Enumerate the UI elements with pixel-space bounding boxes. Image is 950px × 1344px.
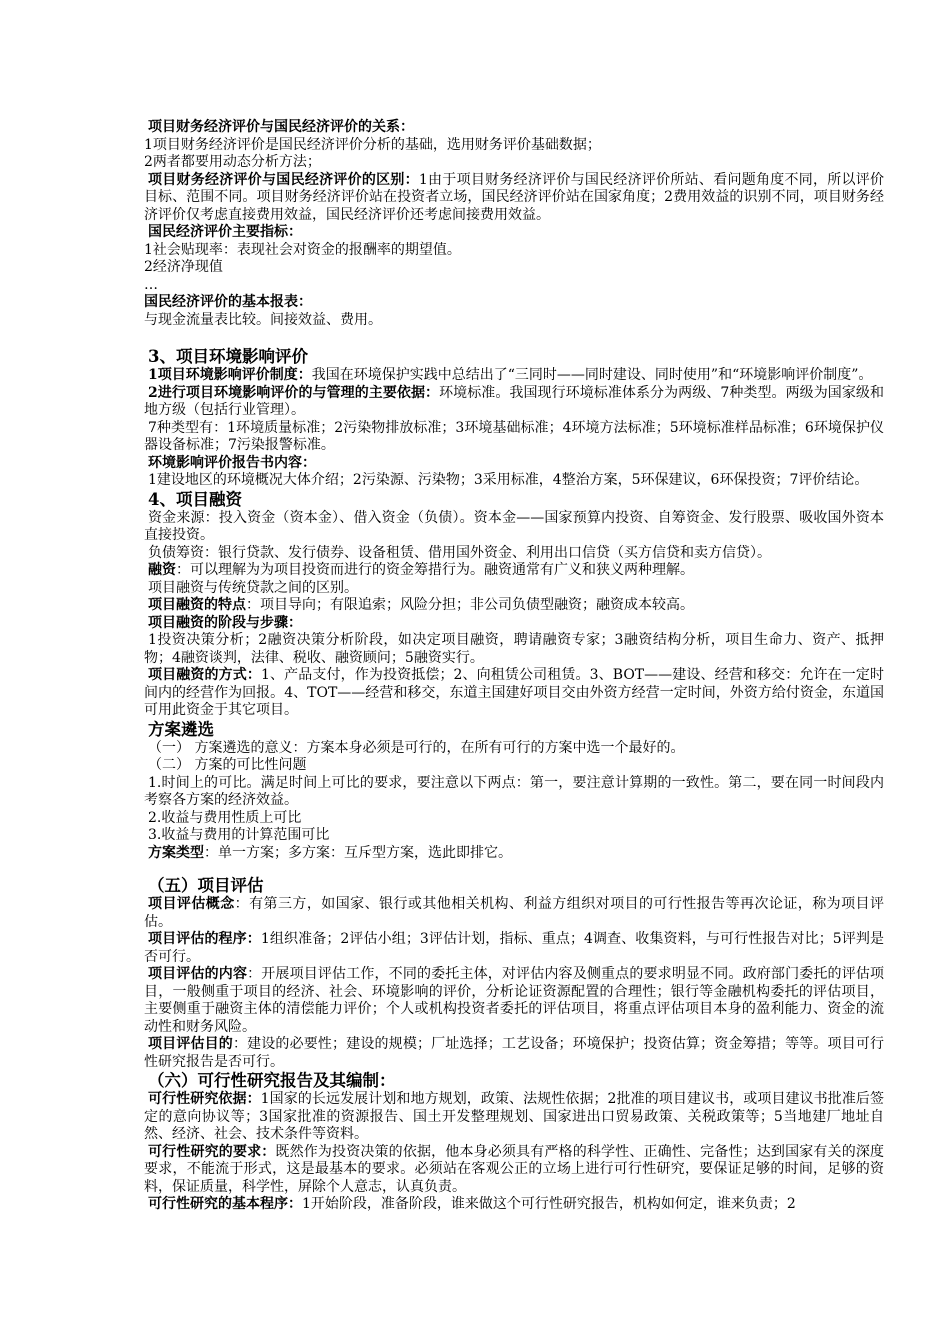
paragraph-text: 我国在环境保护实践中总结出了“三同时——同时建设、同时使用”和“环境影响评价制度”。 — [311, 367, 873, 383]
section-heading-scheme: 方案遴选 — [148, 719, 214, 739]
bold-lead: 项目融资的特点 — [148, 597, 246, 613]
bold-lead: 国民经济评价主要指标： — [148, 224, 302, 240]
section-heading-financing: 4、项目融资 — [148, 489, 242, 509]
paragraph — [144, 896, 884, 931]
paragraph: （一） 方案遴选的意义：方案本身必须是可行的，在所有可行的方案中选一个最好的。 — [148, 739, 685, 756]
bold-lead: 项目融资的阶段与步骤： — [148, 614, 302, 631]
paragraph-text: 1由于项目财务经济评价与国民经济评价所站、看问题角度不同，所以评价目标、范围不同。项目财务经济评价站在投资者立场，国民经济评价站在国家角度；2费用效益的识别不同，项目财务经济评价仅考虑直接费用效益，国民经济评价还考虑间接费用效益。 — [144, 171, 885, 223]
paragraph: 1.时间上的可比。满足时间上可比的要求，要注意以下两点：第一，要注意计算期的一致性。第二，要在同一时间段内考察各方案的经济效益。 — [144, 774, 884, 808]
paragraph — [144, 1091, 884, 1144]
spacer — [144, 862, 884, 876]
section-heading-feasibility: （六）可行性研究报告及其编制： — [148, 1071, 396, 1090]
bold-lead: 国民经济评价的基本报表： — [144, 294, 312, 310]
bold-lead: 可行性研究的基本程序： — [148, 1196, 302, 1212]
paragraph-text: ：可以理解为为项目投资而进行的资金筹措行为。融资通常有广义和狭义两种理解。 — [176, 562, 694, 578]
bold-lead: 项目财务经济评价与国民经济评价的区别： — [148, 171, 419, 188]
paragraph — [144, 931, 884, 966]
bold-lead: 融资 — [148, 562, 176, 578]
paragraph-text: ：有第三方，如国家、银行或其他相关机构、利益方组织对项目的可行性报告等再次论证，称为项目评估。 — [144, 896, 884, 930]
paragraph: （二） 方案的可比性问题 — [148, 757, 307, 773]
bold-lead: 项目评估目的 — [148, 1036, 233, 1052]
paragraph: 3.收益与费用的计算范围可比 — [148, 827, 330, 843]
paragraph-text: 1开始阶段，准备阶段，谁来做这个可行性研究报告，机构如何定，谁来负责；2 — [302, 1196, 796, 1212]
paragraph: 项目融资与传统贷款之间的区别。 — [148, 579, 358, 596]
paragraph — [144, 1144, 884, 1197]
bold-lead: 项目融资的方式： — [148, 667, 261, 683]
heading-relation — [144, 119, 884, 137]
paragraph-text: ：建设的必要性；建设的规模；厂址选择；工艺设备；环境保护；投资估算；资金筹措；等等。项目可行性研究报告是否可行。 — [144, 1036, 885, 1070]
section-heading-environment: 3、项目环境影响评价 — [148, 347, 308, 366]
spacer — [144, 329, 884, 347]
paragraph — [144, 385, 884, 420]
paragraph: … — [144, 276, 158, 293]
heading-reports — [144, 294, 884, 312]
section-heading-evaluation: （五）项目评估 — [148, 876, 264, 895]
paragraph-text: ：开展项目评估工作，不同的委托主体，对评估内容及侧重点的要求明显不同。政府部门委托的评估项目，一般侧重于项目的经济、社会、环境影响的评价，分析论证资源配置的合理性；银行等金融机构委托的评估项目，主要侧重于融资主体的清偿能力评价；个人或机构投资者委托的评估项目，将重点评估项目本身的盈利能力、资金的流动性和财务风险。 — [144, 966, 885, 1035]
paragraph: 资金来源：投入资金（资本金）、借入资金（负债）。资本金——国家预算内投资、自筹资金、发行股票、吸收国外资本直接投资。 — [144, 509, 884, 543]
paragraph: 负债筹资：银行贷款、发行债券、设备租赁、借用国外资金、利用出口信贷（买方信贷和卖方信贷）。 — [148, 544, 771, 561]
paragraph: 2.收益与费用性质上可比 — [148, 809, 302, 826]
paragraph: 1建设地区的环境概况大体介绍；2污染源、污染物；3采用标准，4整治方案，5环保建议，6环保投资；7评价结论。 — [148, 472, 869, 488]
bold-lead: 项目评估概念 — [148, 896, 235, 912]
bold-lead: 2进行项目环境影响评价的与管理的主要依据： — [148, 384, 440, 401]
paragraph-difference — [144, 172, 884, 225]
paragraph-text: 既然作为投资决策的依据，他本身必须具有严格的科学性、正确性、完备性；达到国家有关的深度要求，不能流于形式，这是最基本的要求。必须站在客观公正的立场上进行可行性研究，要保证足够的时间，足够的资料，保证质量，科学性，屏除个人意志，认真负责。 — [144, 1143, 885, 1195]
paragraph — [144, 562, 884, 580]
paragraph: 1投资决策分析；2融资决策分析阶段，如决定项目融资，聘请融资专家；3融资结构分析，项目生命力、资产、抵押物；4融资谈判，法律、税收、融资顾问；5融资实行。 — [144, 632, 884, 666]
bold-lead: 方案类型 — [148, 844, 204, 861]
heading-indicators — [144, 224, 884, 242]
heading-financing-stages — [144, 615, 884, 633]
paragraph: 7种类型有：1环境质量标准；2污染物排放标准；3环境基础标准；4环境方法标准；5环境标准样品标准；6环境保护仪器设备标准；7污染报警标准。 — [144, 419, 884, 453]
paragraph — [144, 667, 884, 720]
paragraph: 1项目财务经济评价是国民经济评价分析的基础，选用财务评价基础数据； — [144, 136, 601, 153]
paragraph — [144, 845, 884, 863]
paragraph: 1社会贴现率：表现社会对资金的报酬率的期望值。 — [144, 241, 461, 258]
paragraph-text: 1国家的长远发展计划和地方规划，政策、法规性依据；2批准的项目建议书，或项目建议书批准后签定的意向协议等；3国家批准的资源报告、国土开发整理规划、国家进出口贸易政策、关税政策等；5当地建厂地址自然、经济、社会、技术条件等资料。 — [144, 1091, 885, 1142]
bold-lead: 1项目环境影响评价制度： — [148, 367, 312, 383]
paragraph — [144, 1196, 884, 1214]
paragraph: 与现金流量表比较。间接效益、费用。 — [144, 311, 382, 328]
paragraph-text: 1组织准备；2评估小组；3评估计划，指标、重点；4调查、收集资料，与可行性报告对比；5评判是否可行。 — [144, 931, 884, 965]
paragraph-text: 环境标准。我国现行环境标准体系分为两级、7种类型。两级为国家级和地方级（包括行业管理）。 — [144, 384, 884, 418]
paragraph-text: 1、产品支付，作为投资抵偿；2、向租赁公司租赁。3、BOT——建设、经营和移交：允许在一定时间内的经营作为回报。4、TOT——经营和移交，东道主国建好项目交由外资方经营一定时间，外资方给付资金，东道国可用此资金于其它项目。 — [144, 667, 884, 718]
heading-report-contents — [144, 455, 884, 473]
paragraph — [144, 966, 884, 1036]
paragraph: 2经济净现值 — [144, 259, 223, 275]
bold-lead: 项目评估的内容 — [148, 966, 248, 982]
paragraph — [144, 1036, 884, 1071]
paragraph-text: ：项目导向；有限追索；风险分担；非公司负债型融资；融资成本较高。 — [246, 597, 694, 613]
paragraph — [144, 367, 884, 385]
bold-lead: 项目财务经济评价与国民经济评价的关系： — [148, 119, 414, 135]
bold-lead: 项目评估的程序： — [148, 931, 261, 947]
paragraph-text: ：单一方案；多方案：互斥型方案，选此即排它。 — [204, 844, 512, 861]
bold-lead: 可行性研究的要求： — [148, 1143, 276, 1160]
bold-lead: 环境影响评价报告书内容： — [148, 454, 316, 471]
paragraph — [144, 597, 884, 615]
bold-lead: 可行性研究依据： — [148, 1091, 261, 1107]
paragraph: 2两者都要用动态分析方法； — [144, 154, 321, 170]
